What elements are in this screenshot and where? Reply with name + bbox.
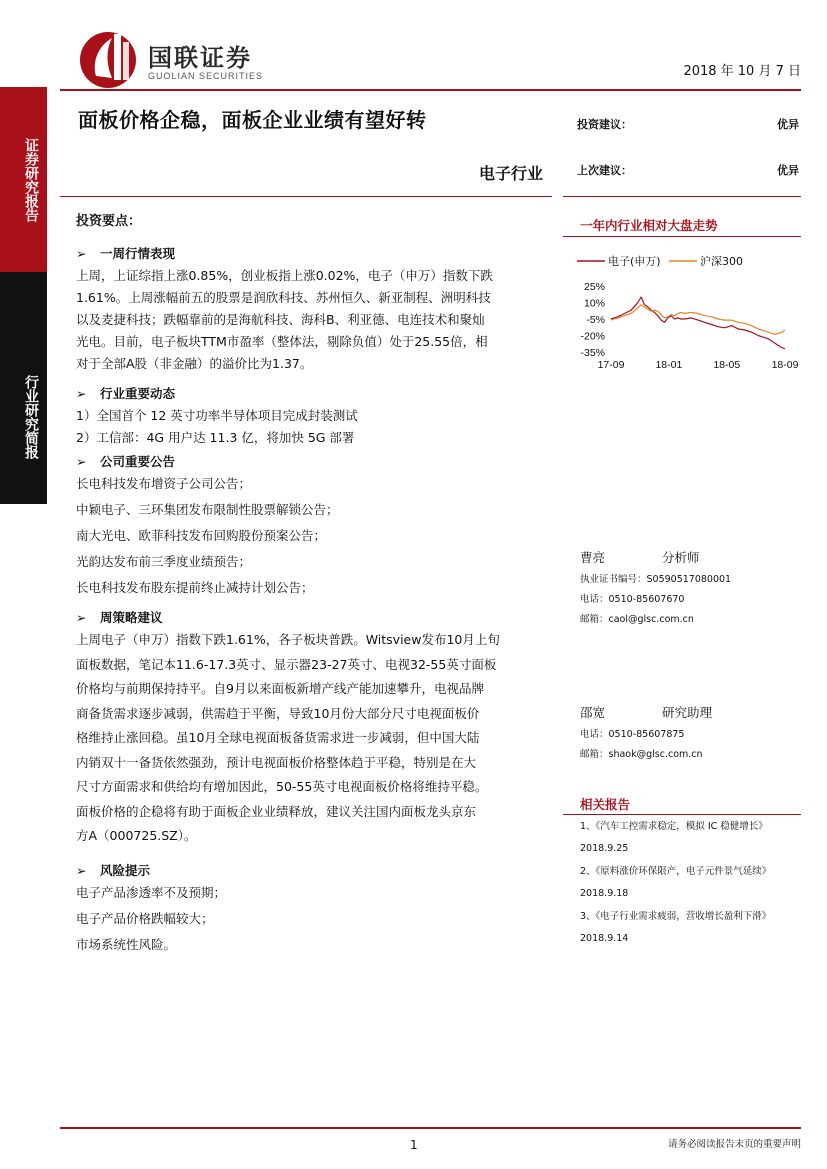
side-tab-label: 行业研究简报 [23,375,39,459]
previous-rating [575,158,801,204]
analyst-email: 邮箱：caol@glsc.com.cn [580,614,694,625]
text-line: 价格均与前期保持持平。自9月以来面板新增产线产能加速攀升，电视品牌 [76,681,484,696]
current-rating-value: 优异 [777,118,799,131]
side-tab-report-category [0,272,47,504]
page-number: 1 [410,1138,418,1152]
title-divider [60,196,552,197]
section-heading [76,607,552,629]
text-line: 面板数据，笔记本11.6-17.3英寸、显示器23-27英寸、电视32-55英寸面板 [76,656,497,672]
related-report-date: 2018.9.25 [580,843,629,854]
previous-rating-value: 优异 [777,164,799,177]
market-performance-text [76,265,552,375]
text-line: 长电科技发布股东提前终止减持计划公告； [76,580,314,595]
main-content [76,208,552,956]
chart-legend [577,254,743,268]
text-line: 光韵达发布前三季度业绩预告； [76,554,252,569]
text-line: 电子产品渗透率不及预期； [76,884,227,900]
related-reports-divider [563,814,801,815]
section-title: 周策略建议 [100,610,163,625]
text-line: 方A（000725.SZ）。 [76,828,197,843]
chart-title: 一年内行业相对大盘走势 [580,218,718,233]
current-rating [575,112,801,158]
x-axis-ticks [598,359,799,371]
guolian-logo-icon [78,28,140,90]
text-line: 2）工信部：4G 用户达 11.3 亿，将加快 5G 部署 [76,430,355,445]
logo-english-name: GUOLIAN SECURITIES [148,71,264,81]
chart-divider [563,236,801,237]
y-tick-label: -20% [580,330,605,343]
text-line: 中颖电子、三环集团发布限制性股票解锁公告； [76,502,339,517]
disclaimer-note: 请务必阅读报告末页的重要声明 [667,1139,801,1150]
arrow-bullet-icon: ➢ [76,862,87,878]
report-title: 面板价格企稳，面板企业业绩有望好转 [78,108,427,132]
y-tick-label: 10% [583,297,605,310]
analyst-name-row [580,548,800,570]
related-report-date: 2018.9.14 [580,933,629,944]
arrow-bullet-icon: ➢ [76,454,87,469]
section-title: 公司重要公告 [100,454,176,469]
company-logo [78,28,318,90]
y-tick-label: -35% [580,347,605,359]
related-report-title[interactable]: 1、《汽车工控需求稳定，模拟 IC 稳健增长》 [580,821,768,832]
text-line: 对于全部A股（非金融）的溢价比为1.37。 [76,356,313,371]
x-tick-label: 18-09 [771,359,799,371]
header-divider [60,89,801,91]
text-line: 商备货需求逐步减弱，供需趋于平衡，导致10月份大部分尺寸电视面板价 [76,705,480,721]
arrow-bullet-icon: ➢ [76,246,87,261]
analyst-name: 邵宽 [580,705,606,720]
y-tick-label: 25% [583,281,605,293]
key-points-heading: 投资要点： [76,214,142,229]
text-line: 1.61%。上周涨幅前五的股票是润欣科技、苏州恒久、新亚制程、洲明科技 [76,290,491,305]
industry-news-text [76,405,552,449]
section-title: 风险提示 [100,862,151,878]
x-tick-label: 17-09 [597,359,625,371]
risk-warning-text [76,882,552,956]
text-line: 尺寸方面需求和供给均有增加因此，50-55英寸电视面板价格将维持平稳。 [76,779,488,794]
analyst-role: 分析师 [662,550,700,565]
analyst-name-row [580,703,800,725]
text-line: 内销双十一备货依然强劲，预计电视面板价格整体趋于平稳，特别是在大 [76,754,477,770]
previous-rating-label: 上次建议： [577,164,632,177]
analyst-card [580,703,800,765]
analyst-card [580,548,800,630]
text-line: 面板价格的企稳将有助于面板企业业绩释放，建议关注国内面板龙头京东 [76,803,477,819]
legend-label: 电子(申万) [608,255,661,268]
text-line: 上周电子（申万）指数下跌1.61%，各子板块普跌。Witsview发布10月上旬 [76,632,500,647]
section-heading [76,383,552,405]
legend-label: 沪深300 [700,255,743,268]
strategy-text [76,629,552,850]
text-line: 上周，上证综指上涨0.85%，创业板指上涨0.02%，电子（申万）指数下跌 [76,268,493,283]
side-tab-report-type [0,87,47,272]
y-tick-label: -5% [586,314,605,326]
section-heading [76,860,552,882]
current-rating-label: 投资建议： [577,118,632,131]
analyst-phone: 电话：0510-85607670 [580,594,685,605]
arrow-bullet-icon: ➢ [76,610,87,625]
text-line: 电子产品价格跌幅较大； [76,910,214,926]
footer-divider [60,1127,801,1129]
industry-name: 电子行业 [478,164,543,183]
plot-area [611,297,785,349]
analyst-phone: 电话：0510-85607875 [580,729,685,740]
related-reports-list [580,818,805,953]
section-title: 行业重要动态 [100,386,176,401]
logo-chinese-name: 国联证券 [148,44,252,72]
analyst-name: 曹亮 [580,550,606,565]
section-title: 一周行情表现 [100,246,176,261]
text-line: 以及麦捷科技；跌幅靠前的是海航科技、海科B、利亚德、电连技术和聚灿 [76,312,485,327]
relative-performance-chart [563,244,801,380]
analyst-role: 研究助理 [662,705,713,720]
text-line: 市场系统性风险。 [76,936,177,952]
text-line: 长电科技发布增资子公司公告； [76,476,252,491]
x-tick-label: 18-05 [713,359,741,371]
text-line: 1）全国首个 12 英寸功率半导体项目完成封装测试 [76,408,358,423]
report-date: 2018 年 10 月 7 日 [683,64,801,79]
related-reports-title: 相关报告 [580,797,631,812]
text-line: 光电。目前，电子板块TTM市盈率（整体法，剔除负值）处于25.55倍，相 [76,334,488,349]
analyst-email: 邮箱：shaok@glsc.com.cn [580,749,703,760]
y-axis-ticks [580,281,605,359]
company-announcements-text [76,473,552,599]
analyst-certificate: 执业证书编号：S0590517080001 [580,574,732,585]
x-tick-label: 18-01 [655,359,683,371]
section-heading [76,451,552,473]
related-report-date: 2018.9.18 [580,888,629,899]
text-line: 南大光电、欧菲科技发布回购股份预案公告； [76,528,327,543]
side-tab-label: 证券研究报告 [23,138,39,222]
related-report-title[interactable]: 2、《原料涨价环保限产，电子元件景气延续》 [580,866,772,877]
section-heading [76,243,552,265]
arrow-bullet-icon: ➢ [76,386,87,401]
series-line-electronics [611,297,785,349]
text-line: 格维持止涨回稳。虽10月全球电视面板备货需求进一步减弱，但中国大陆 [76,730,480,745]
rating-box [575,112,801,204]
related-report-title[interactable]: 3、《电子行业需求疲弱，营收增长盈利下滑》 [580,911,772,922]
